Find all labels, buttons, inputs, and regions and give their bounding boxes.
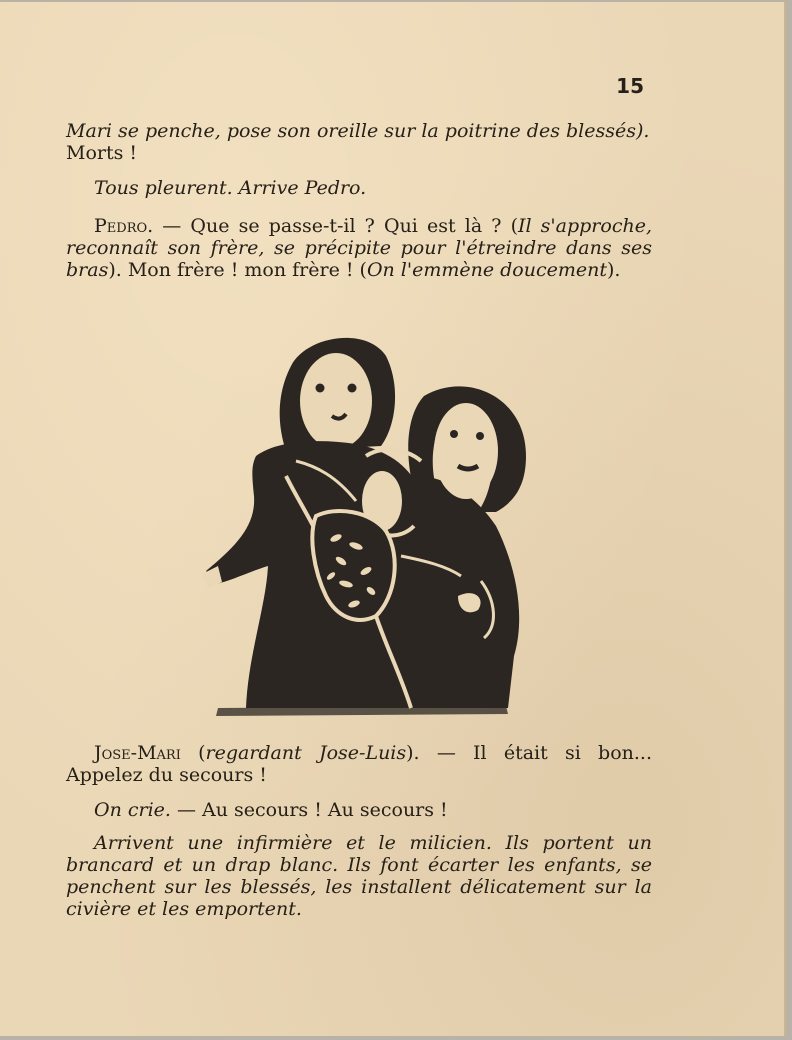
pedro-dialogue-paragraph xyxy=(66,215,652,281)
stage-direction-paragraph xyxy=(66,177,652,199)
woodcut-illustration xyxy=(196,326,536,718)
dialogue-text: ). — Il était si bon... Appelez du secours ! xyxy=(66,742,653,786)
jose-mari-dialogue-paragraph xyxy=(66,742,652,786)
crowd-shout-paragraph xyxy=(66,799,652,821)
speaker-name: Jose-Mari xyxy=(94,742,181,764)
page-number: 15 xyxy=(616,74,644,98)
dialogue-text: Morts ! xyxy=(66,142,138,164)
book-page xyxy=(0,2,786,1036)
stage-direction: regardant Jose-Luis xyxy=(205,742,407,764)
dialogue-text: ). xyxy=(607,259,621,281)
speaker-name: Pedro. xyxy=(94,215,154,237)
stage-direction: On crie. xyxy=(94,799,171,821)
stage-direction-paragraph: Arrivent une infirmière et le milicien. Ils portent un brancard et un drap blanc. Ils font écarter les enfants, se penchent sur les blessés, les installent délicatement sur la civière et les emportent. xyxy=(66,832,652,920)
stage-direction: Tous pleurent. Arrive Pedro. xyxy=(94,177,367,199)
dialogue-text: ). Mon frère ! mon frère ! ( xyxy=(108,259,367,281)
woodcut-two-women-carrying-child-icon xyxy=(196,326,536,718)
dialogue-text: — Au secours ! Au secours ! xyxy=(170,799,448,821)
paragraph-continuation xyxy=(66,120,652,164)
stage-direction: On l'emmène doucement xyxy=(366,259,607,281)
stage-direction: Il s'approche, reconnaît son frère, se précipite pour l'étreindre dans ses bras xyxy=(66,215,652,281)
dialogue-text: — Que se passe-t-il ? Qui est là ? ( xyxy=(153,215,518,237)
dialogue-text: ( xyxy=(180,742,206,764)
stage-direction: Mari se penche, pose son oreille sur la poitrine des blessés). xyxy=(66,120,650,142)
